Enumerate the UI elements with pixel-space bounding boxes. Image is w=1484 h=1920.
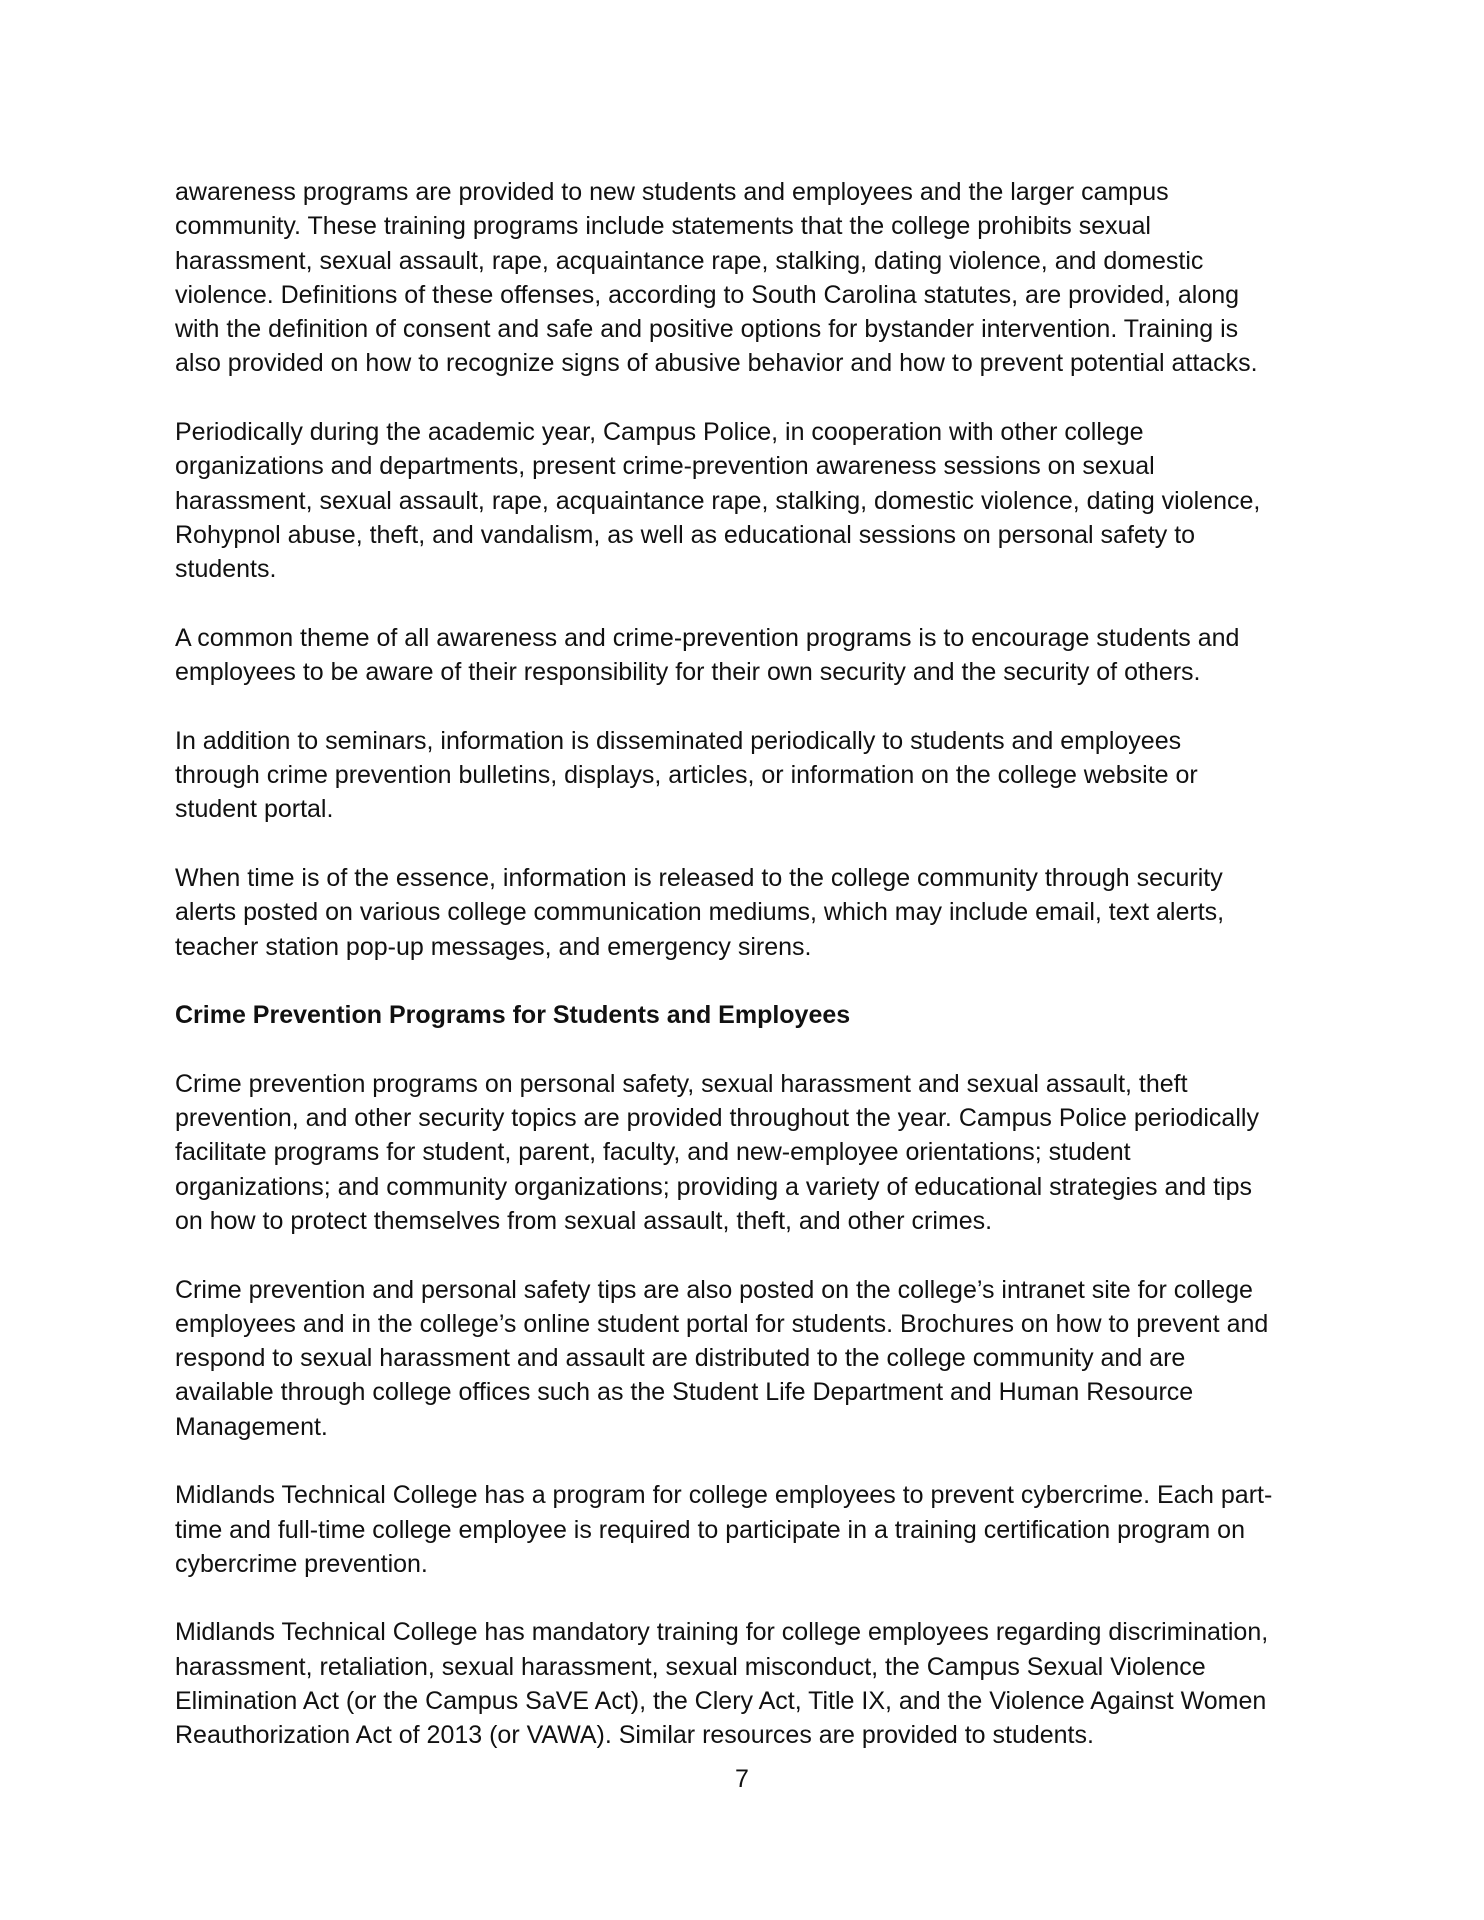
text-line: Crime prevention programs on personal safety, sexual harassment and sexual assault, theft	[175, 1069, 1188, 1098]
text-line: Midlands Technical College has a program for college employees to prevent cybercrime. Each part-	[175, 1481, 1273, 1510]
paragraph-periodic-sessions	[175, 415, 1310, 586]
text-line: violence. Definitions of these offenses, according to South Carolina statutes, are provided, along	[175, 280, 1240, 309]
text-line: Rohypnol abuse, theft, and vandalism, as well as educational sessions on personal safety to	[175, 520, 1196, 549]
text-line: employees to be aware of their responsibility for their own security and the security of others.	[175, 658, 1201, 687]
text-line: with the definition of consent and safe and positive options for bystander intervention. Training is	[175, 315, 1239, 344]
text-line: Management.	[175, 1412, 328, 1441]
text-line: organizations; and community organizations; providing a variety of educational strategies and tips	[175, 1172, 1253, 1201]
paragraph-mandatory-training	[175, 1615, 1310, 1752]
section-heading: Crime Prevention Programs for Students and Employees	[175, 1001, 851, 1030]
paragraph-common-theme	[175, 621, 1310, 690]
text-line: through crime prevention bulletins, displays, articles, or information on the college website or	[175, 761, 1198, 790]
text-line: awareness programs are provided to new students and employees and the larger campus	[175, 178, 1169, 206]
paragraph-crime-prevention-programs	[175, 1067, 1310, 1238]
text-line: organizations and departments, present crime-prevention awareness sessions on sexual	[175, 452, 1155, 481]
text-line: facilitate programs for student, parent, faculty, and new-employee orientations; student	[175, 1138, 1131, 1167]
text-line: Reauthorization Act of 2013 (or VAWA). Similar resources are provided to students.	[175, 1721, 1094, 1750]
paragraph-safety-tips	[175, 1273, 1310, 1444]
text-line: Elimination Act (or the Campus SaVE Act), the Clery Act, Title IX, and the Violence Against Women	[175, 1687, 1267, 1716]
text-line: alerts posted on various college communication mediums, which may include email, text alerts,	[175, 898, 1225, 927]
text-line: harassment, sexual assault, rape, acquaintance rape, stalking, domestic violence, dating violence,	[175, 486, 1261, 515]
text-line: available through college offices such as the Student Life Department and Human Resource	[175, 1378, 1194, 1407]
text-line: Midlands Technical College has mandatory training for college employees regarding discrimination,	[175, 1618, 1269, 1647]
text-line: Crime prevention and personal safety tips are also posted on the college’s intranet site for college	[175, 1275, 1253, 1304]
text-line: harassment, retaliation, sexual harassment, sexual misconduct, the Campus Sexual Violence	[175, 1652, 1206, 1681]
text-line: harassment, sexual assault, rape, acquaintance rape, stalking, dating violence, and domestic	[175, 246, 1204, 275]
text-line: A common theme of all awareness and crime-prevention programs is to encourage students and	[175, 623, 1240, 652]
text-line: Periodically during the academic year, Campus Police, in cooperation with other college	[175, 418, 1144, 447]
text-line: prevention, and other security topics are provided throughout the year. Campus Police periodically	[175, 1104, 1259, 1133]
paragraph-security-alerts	[175, 861, 1310, 964]
page-body	[175, 175, 1310, 1787]
text-line: also provided on how to recognize signs of abusive behavior and how to prevent potential attacks.	[175, 349, 1258, 378]
text-line: cybercrime prevention.	[175, 1549, 428, 1578]
text-line: student portal.	[175, 795, 334, 824]
text-line: students.	[175, 555, 277, 584]
text-line: In addition to seminars, information is disseminated periodically to students and employees	[175, 726, 1182, 755]
paragraph-seminars-information	[175, 724, 1310, 827]
text-line: employees and in the college’s online student portal for students. Brochures on how to prevent and	[175, 1309, 1269, 1338]
paragraph-cybercrime-program	[175, 1478, 1310, 1581]
text-line: When time is of the essence, information is released to the college community through security	[175, 863, 1223, 892]
page-number: 7	[735, 1765, 749, 1793]
text-line: on how to protect themselves from sexual assault, theft, and other crimes.	[175, 1206, 993, 1235]
paragraph-awareness-programs	[175, 175, 1310, 381]
text-line: time and full-time college employee is required to participate in a training certification program on	[175, 1515, 1245, 1544]
text-line: respond to sexual harassment and assault are distributed to the college community and are	[175, 1344, 1186, 1373]
text-line: community. These training programs include statements that the college prohibits sexual	[175, 212, 1151, 241]
text-line: teacher station pop-up messages, and emergency sirens.	[175, 932, 812, 961]
